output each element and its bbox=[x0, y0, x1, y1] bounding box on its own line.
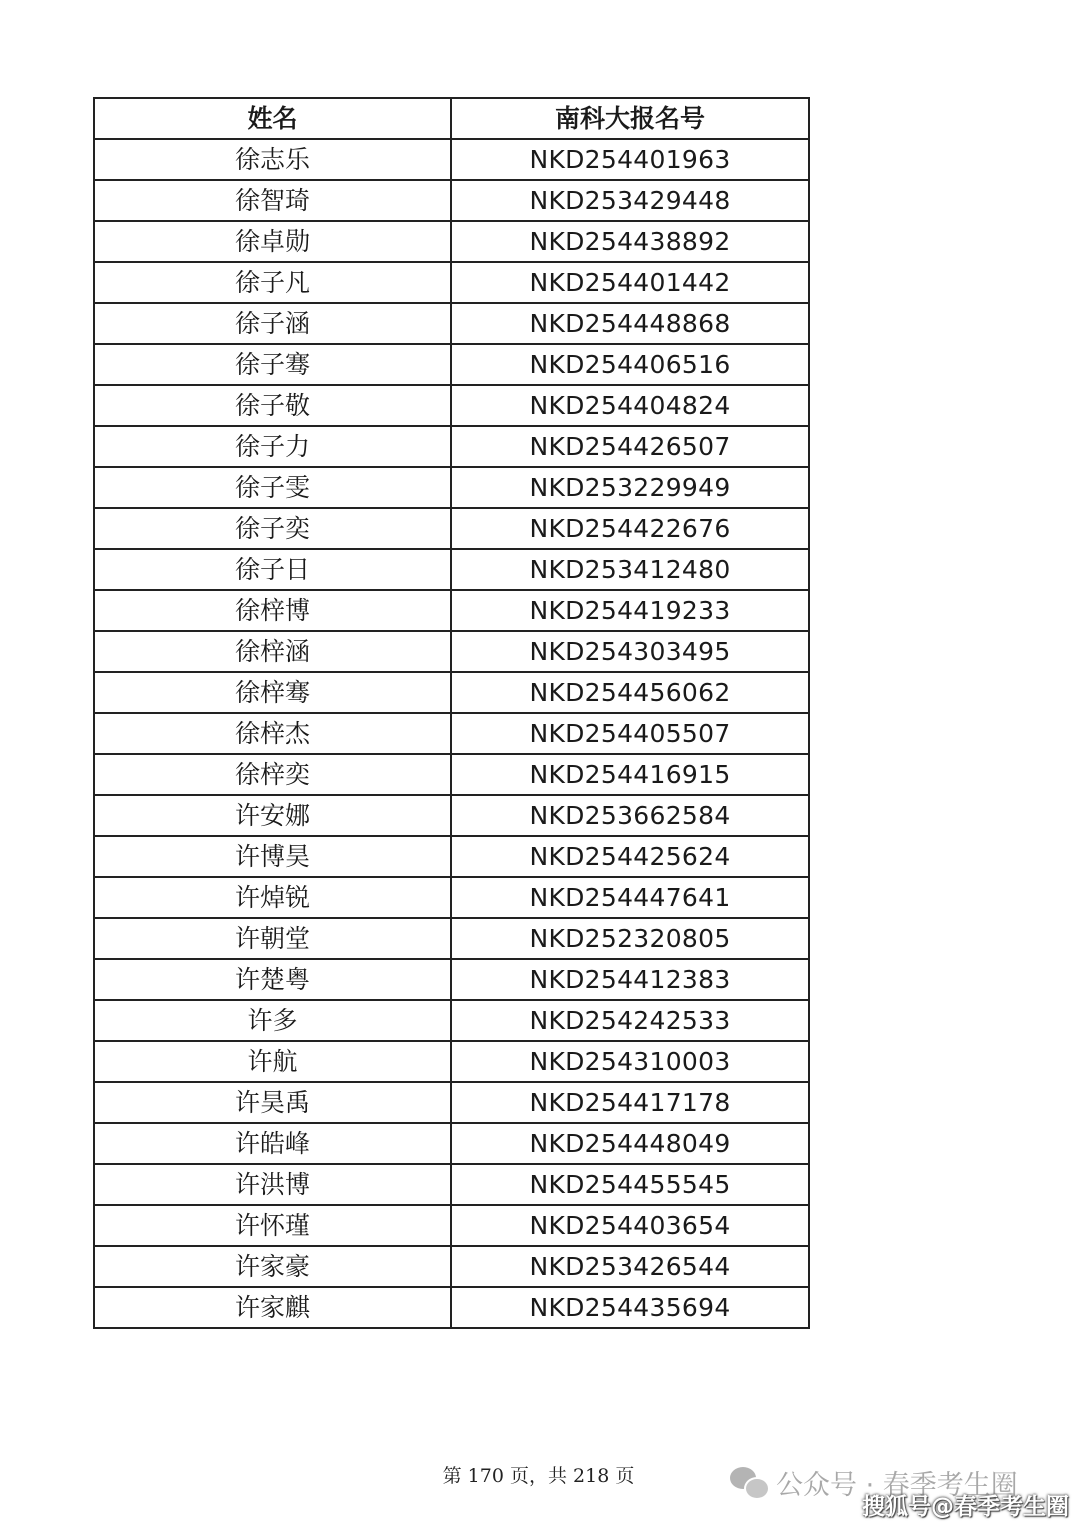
student-name: 许楚粤 bbox=[94, 959, 451, 1000]
table-row bbox=[94, 221, 809, 262]
registration-number: NKD254448049 bbox=[451, 1123, 809, 1164]
student-name: 徐子涵 bbox=[94, 303, 451, 344]
roster-body bbox=[94, 139, 809, 1328]
registration-number: NKD253426544 bbox=[451, 1246, 809, 1287]
registration-number: NKD254405507 bbox=[451, 713, 809, 754]
student-name: 徐子力 bbox=[94, 426, 451, 467]
registration-number: NKD254412383 bbox=[451, 959, 809, 1000]
registration-number: NKD254435694 bbox=[451, 1287, 809, 1328]
registration-number: NKD254455545 bbox=[451, 1164, 809, 1205]
registration-number: NKD254417178 bbox=[451, 1082, 809, 1123]
student-name: 徐梓奕 bbox=[94, 754, 451, 795]
student-name: 许家豪 bbox=[94, 1246, 451, 1287]
table-row bbox=[94, 1000, 809, 1041]
student-name: 徐智琦 bbox=[94, 180, 451, 221]
table-row bbox=[94, 631, 809, 672]
registration-number: NKD253429448 bbox=[451, 180, 809, 221]
table-row bbox=[94, 1164, 809, 1205]
student-name: 徐子凡 bbox=[94, 262, 451, 303]
table-row bbox=[94, 139, 809, 180]
student-name: 许多 bbox=[94, 1000, 451, 1041]
student-name: 徐梓博 bbox=[94, 590, 451, 631]
table-row bbox=[94, 303, 809, 344]
registration-number: NKD254422676 bbox=[451, 508, 809, 549]
table-row bbox=[94, 426, 809, 467]
table-row bbox=[94, 713, 809, 754]
registration-number: NKD254426507 bbox=[451, 426, 809, 467]
registration-number: NKD254425624 bbox=[451, 836, 809, 877]
sohu-watermark: 搜狐号@春季考生圈 bbox=[862, 1494, 1069, 1520]
student-name: 许安娜 bbox=[94, 795, 451, 836]
header-registration-number: 南科大报名号 bbox=[451, 98, 809, 139]
student-name: 徐梓涵 bbox=[94, 631, 451, 672]
student-name: 许怀瑾 bbox=[94, 1205, 451, 1246]
table-header-row bbox=[94, 98, 809, 139]
registration-number: NKD253662584 bbox=[451, 795, 809, 836]
student-name: 许航 bbox=[94, 1041, 451, 1082]
table-row bbox=[94, 1082, 809, 1123]
registration-number: NKD254419233 bbox=[451, 590, 809, 631]
roster-table bbox=[93, 97, 810, 1329]
student-name: 徐志乐 bbox=[94, 139, 451, 180]
registration-number: NKD254310003 bbox=[451, 1041, 809, 1082]
student-name: 徐梓骞 bbox=[94, 672, 451, 713]
registration-number: NKD254438892 bbox=[451, 221, 809, 262]
registration-number: NKD254406516 bbox=[451, 344, 809, 385]
student-name: 徐卓勋 bbox=[94, 221, 451, 262]
wechat-icon bbox=[730, 1465, 768, 1499]
student-name: 徐梓杰 bbox=[94, 713, 451, 754]
official-account-text: 公众号 · 春季考生圈 bbox=[776, 1469, 1018, 1501]
table-row bbox=[94, 344, 809, 385]
table-row bbox=[94, 1246, 809, 1287]
registration-number: NKD254242533 bbox=[451, 1000, 809, 1041]
student-name: 许洪博 bbox=[94, 1164, 451, 1205]
registration-number: NKD254404824 bbox=[451, 385, 809, 426]
table-row bbox=[94, 959, 809, 1000]
table-row bbox=[94, 549, 809, 590]
registration-number: NKD253229949 bbox=[451, 467, 809, 508]
student-name: 许昊禹 bbox=[94, 1082, 451, 1123]
table-row bbox=[94, 1287, 809, 1328]
table-row bbox=[94, 877, 809, 918]
page-label: 第 170 页，共 218 页 bbox=[442, 1465, 635, 1487]
table-row bbox=[94, 1041, 809, 1082]
registration-number: NKD254401963 bbox=[451, 139, 809, 180]
student-name: 徐子雯 bbox=[94, 467, 451, 508]
table-row bbox=[94, 262, 809, 303]
student-name: 许皓峰 bbox=[94, 1123, 451, 1164]
registration-number: NKD252320805 bbox=[451, 918, 809, 959]
registration-number: NKD254403654 bbox=[451, 1205, 809, 1246]
student-name: 徐子日 bbox=[94, 549, 451, 590]
student-name: 徐子奕 bbox=[94, 508, 451, 549]
student-name: 许朝堂 bbox=[94, 918, 451, 959]
registration-number: NKD254447641 bbox=[451, 877, 809, 918]
student-name: 许博昊 bbox=[94, 836, 451, 877]
table-row bbox=[94, 672, 809, 713]
registration-number: NKD254401442 bbox=[451, 262, 809, 303]
student-name: 徐子骞 bbox=[94, 344, 451, 385]
registration-number: NKD253412480 bbox=[451, 549, 809, 590]
table-row bbox=[94, 385, 809, 426]
student-name: 徐子敬 bbox=[94, 385, 451, 426]
table-row bbox=[94, 467, 809, 508]
table-row bbox=[94, 590, 809, 631]
table-row bbox=[94, 795, 809, 836]
student-name: 许焯锐 bbox=[94, 877, 451, 918]
table-row bbox=[94, 508, 809, 549]
table-row bbox=[94, 180, 809, 221]
table-row bbox=[94, 1205, 809, 1246]
registration-number: NKD254456062 bbox=[451, 672, 809, 713]
table-row bbox=[94, 918, 809, 959]
table-row bbox=[94, 1123, 809, 1164]
registration-number: NKD254448868 bbox=[451, 303, 809, 344]
table-row bbox=[94, 754, 809, 795]
student-name: 许家麒 bbox=[94, 1287, 451, 1328]
table-row bbox=[94, 836, 809, 877]
registration-number: NKD254416915 bbox=[451, 754, 809, 795]
registration-number: NKD254303495 bbox=[451, 631, 809, 672]
header-name: 姓名 bbox=[94, 98, 451, 139]
